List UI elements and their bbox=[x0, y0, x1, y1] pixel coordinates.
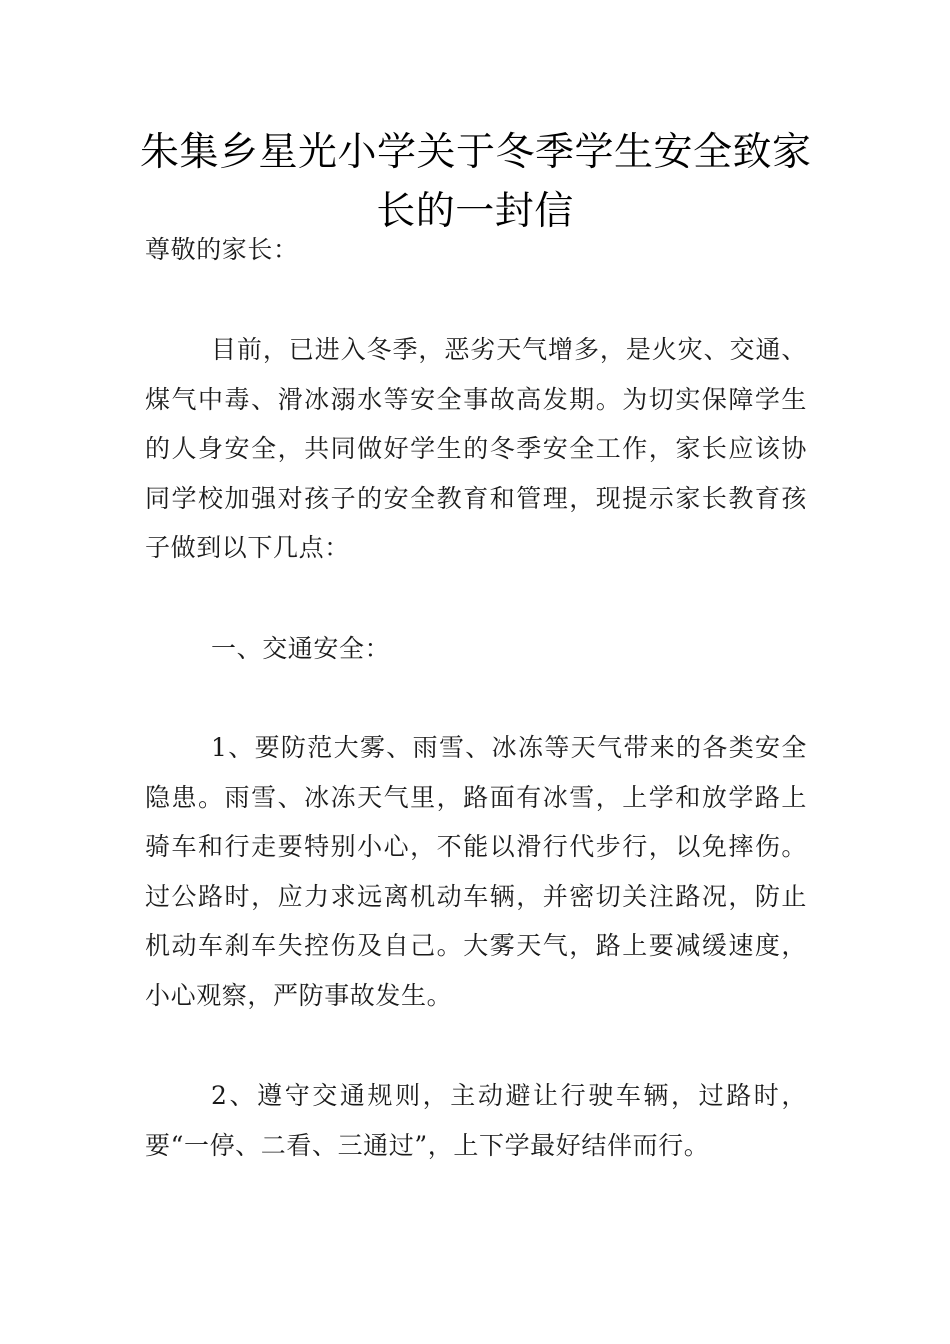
list-item-2: 2、遵守交通规则，主动避让行驶车辆，过路时，要“一停、二看、三通过”，上下学最好结伴而行。 bbox=[145, 1081, 807, 1160]
document-title bbox=[140, 123, 810, 241]
list-item-1: 1、要防范大雾、雨雪、冰冻等天气带来的各类安全隐患。雨雪、冰冻天气里，路面有冰雪，上学和放学路上骑车和行走要特别小心，不能以滑行代步行，以免摔伤。过公路时，应力求远离机动车辆，并密切关注路况，防止机动车刹车失控伤及自己。大雾天气，路上要减缓速度，小心观察，严防事故发生。 bbox=[145, 733, 807, 1010]
title-line-2: 长的一封信 bbox=[376, 189, 574, 234]
title-line-1: 朱集乡星光小学关于冬季学生安全致家 bbox=[140, 130, 812, 175]
section-heading-traffic-safety: 一、交通安全： bbox=[211, 634, 391, 663]
intro-paragraph: 目前，已进入冬季，恶劣天气增多，是火灾、交通、煤气中毒、滑冰溺水等安全事故高发期。为切实保障学生的人身安全，共同做好学生的冬季安全工作，家长应该协同学校加强对孩子的安全教育和管理，现提示家长教育孩子做到以下几点： bbox=[145, 335, 807, 562]
salutation: 尊敬的家长： bbox=[145, 235, 299, 264]
